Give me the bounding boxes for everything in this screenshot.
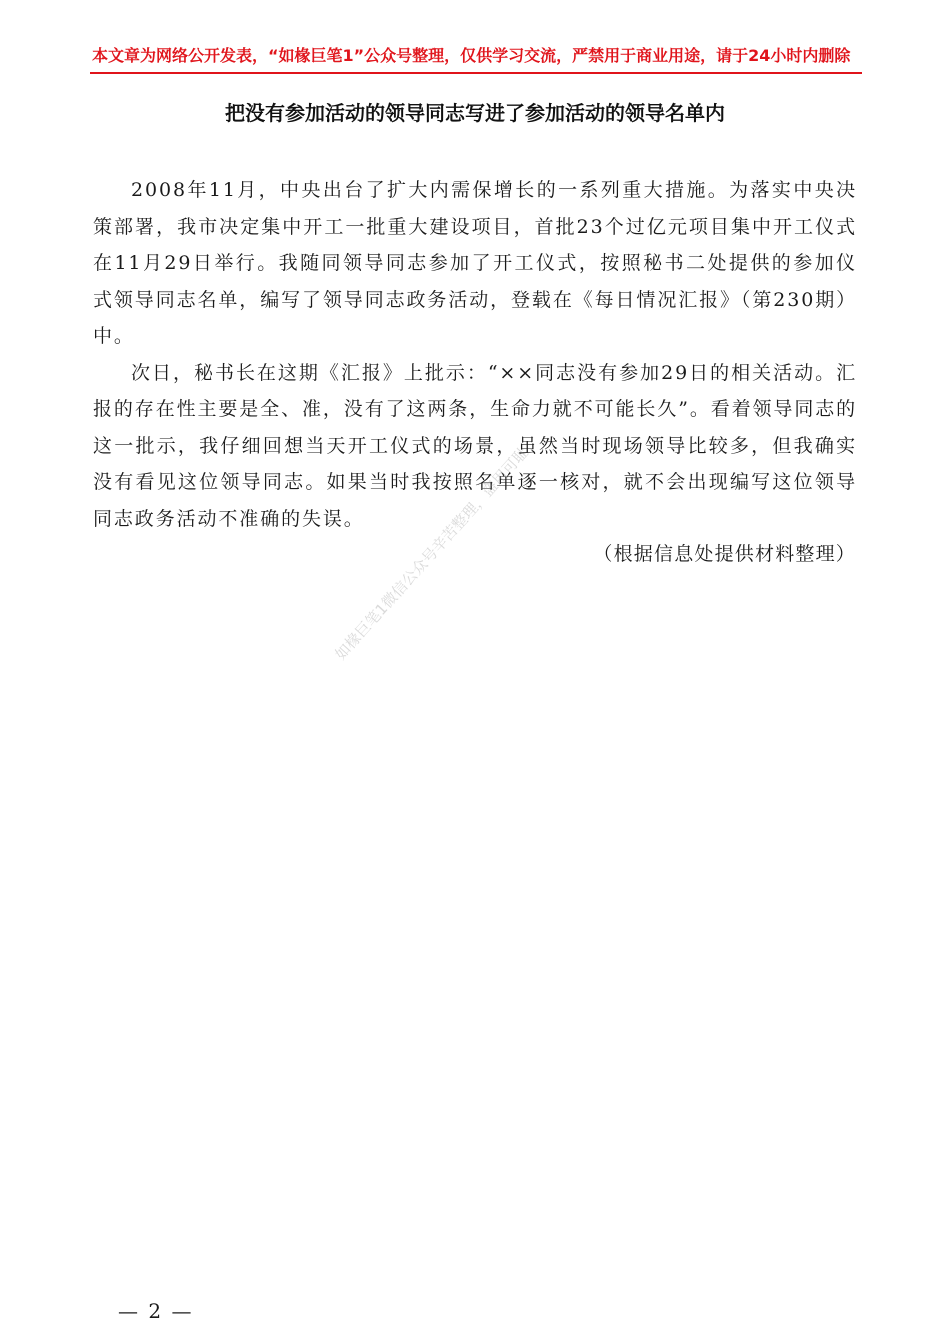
header-banner: 本文章为网络公开发表，“如椽巨笔1”公众号整理，仅供学习交流，严禁用于商业用途，请于24小时内删除 (92, 46, 851, 65)
watermark-text: 如椽巨笔1微信公众号辛苦整理，盗用可耻 (331, 443, 532, 664)
page-number: — 2 — (118, 1299, 194, 1323)
document-body (93, 172, 857, 537)
document-title: 把没有参加活动的领导同志写进了参加活动的领导名单内 (225, 101, 725, 125)
body-paragraph-1: 2008年11月，中央出台了扩大内需保增长的一系列重大措施。为落实中央决策部署，我市决定集中开工一批重大建设项目，首批23个过亿元项目集中开工仪式在11月29日举行。我随同领导同志参加了开工仪式，按照秘书二处提供的参加仪式领导同志名单，编写了领导同志政务活动，登载在《每日情况汇报》（第230期）中。 (93, 179, 857, 347)
header-divider (90, 72, 862, 74)
source-note: （根据信息处提供材料整理） (593, 543, 856, 565)
body-paragraph-2: 次日，秘书长在这期《汇报》上批示：“××同志没有参加29日的相关活动。汇报的存在性主要是全、准，没有了这两条，生命力就不可能长久”。看着领导同志的这一批示，我仔细回想当天开工仪式的场景，虽然当时现场领导比较多，但我确实没有看见这位领导同志。如果当时我按照名单逐一核对，就不会出现编写这位领导同志政务活动不准确的失误。 (93, 361, 858, 530)
